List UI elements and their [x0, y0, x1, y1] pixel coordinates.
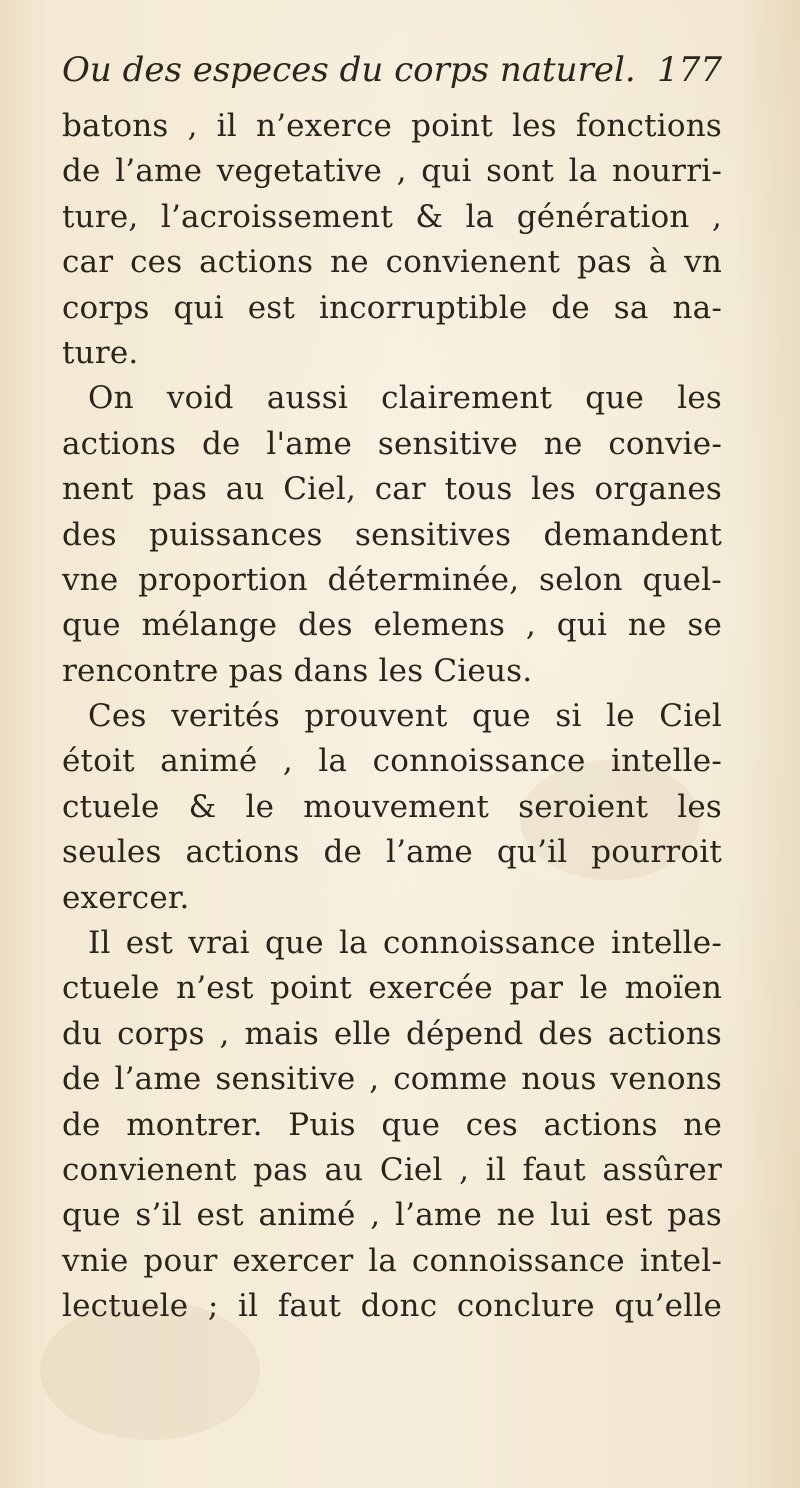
- text-line: que s’il est animé , l’ame ne lui est pas: [62, 1197, 722, 1234]
- text-line: corps qui est incorruptible de sa na-: [62, 289, 722, 326]
- text-line: de montrer. Puis que ces actions ne: [62, 1106, 722, 1143]
- text-line: Ces verités prouvent que si le Ciel: [88, 698, 722, 735]
- body-text: [62, 104, 722, 1330]
- text-line: On void aussi clairement que les: [88, 380, 722, 417]
- text-line: exercer.: [62, 879, 190, 916]
- page-number: 177: [657, 50, 722, 90]
- text-line: que mélange des elemens , qui ne se: [62, 607, 722, 644]
- page-header: [62, 46, 722, 94]
- text-line: vnie pour exercer la connoissance intel-: [62, 1242, 722, 1279]
- text-line: de l’ame vegetative , qui sont la nourri-: [62, 153, 722, 190]
- text-line: lectuele ; il faut donc conclure qu’elle: [62, 1288, 722, 1325]
- text-line: du corps , mais elle dépend des actions: [62, 1015, 722, 1052]
- text-line: ture.: [62, 334, 139, 371]
- running-title: Ou des especes du corps naturel.: [62, 50, 636, 90]
- text-line: ture, l’acroissement & la génération ,: [62, 198, 722, 235]
- text-line: seules actions de l’ame qu’il pourroit: [62, 834, 722, 871]
- text-line: Il est vrai que la connoissance intelle-: [88, 925, 722, 962]
- text-line: vne proportion déterminée, selon quel-: [62, 561, 722, 598]
- text-line: car ces actions ne convienent pas à vn: [62, 244, 722, 281]
- text-line: batons , il n’exerce point les fonctions: [62, 108, 722, 144]
- text-line: actions de l'ame sensitive ne convie-: [62, 425, 722, 462]
- text-line: rencontre pas dans les Cieus.: [62, 652, 533, 689]
- text-line: convienent pas au Ciel , il faut assûrer: [62, 1151, 722, 1188]
- text-line: ctuele n’est point exercée par le moïen: [62, 970, 722, 1007]
- text-line: de l’ame sensitive , comme nous venons: [62, 1061, 722, 1098]
- text-line: des puissances sensitives demandent: [62, 516, 722, 553]
- text-line: étoit animé , la connoissance intelle-: [62, 743, 722, 780]
- text-line: ctuele & le mouvement seroient les: [62, 788, 722, 825]
- text-line: nent pas au Ciel, car tous les organes: [62, 471, 722, 508]
